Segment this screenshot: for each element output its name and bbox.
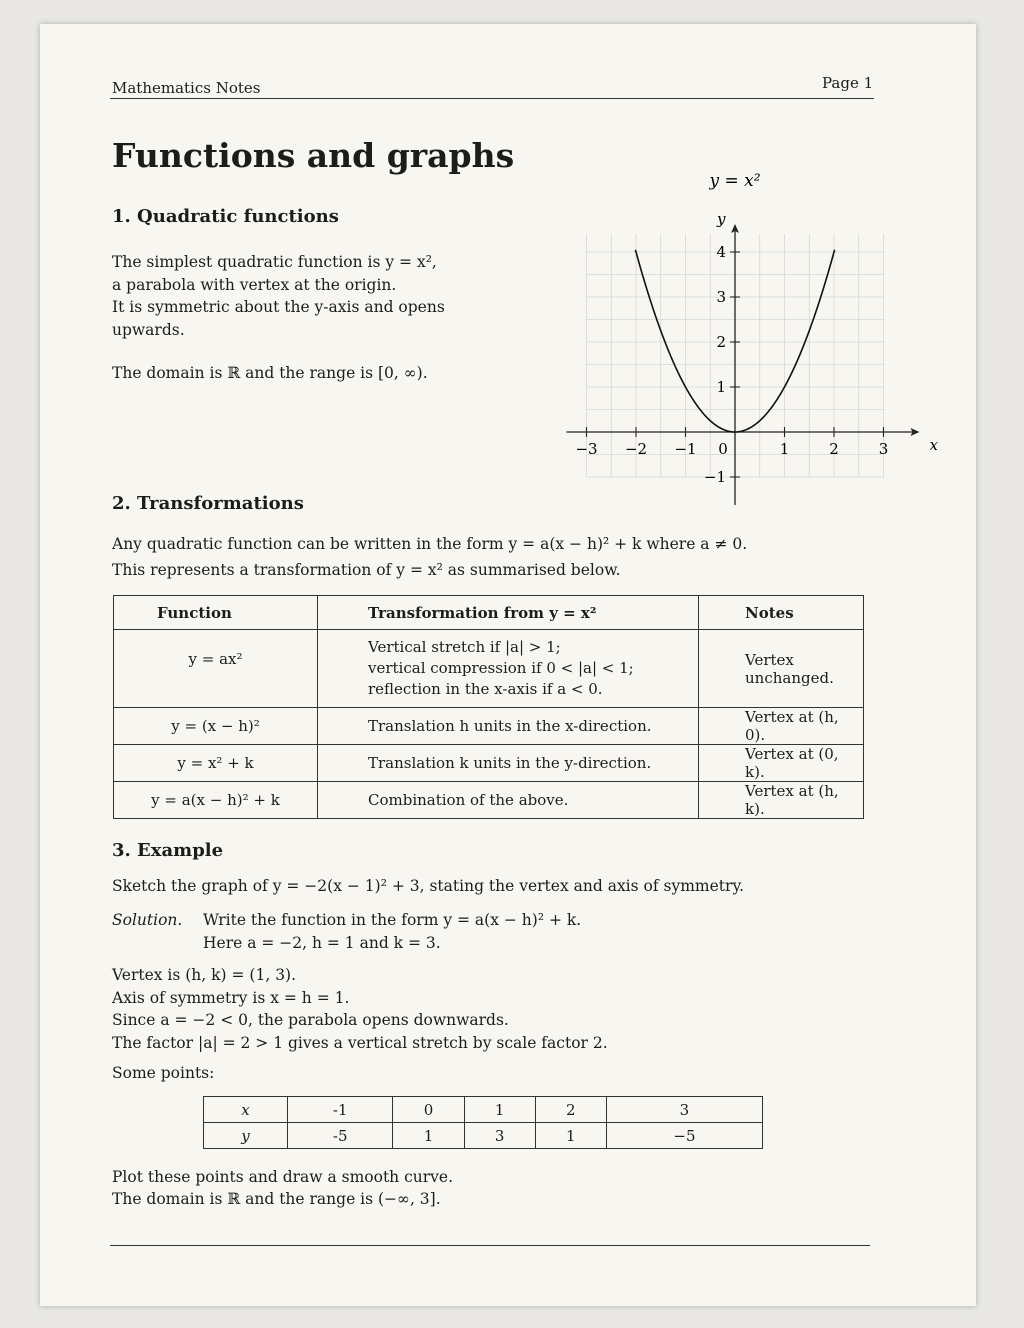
cell-transformation-line: vertical compression if 0 < |a| < 1; xyxy=(368,659,634,677)
table-header-row xyxy=(114,596,864,630)
x-tick-label: 3 xyxy=(878,440,889,458)
fact-line: Axis of symmetry is x = h = 1. xyxy=(112,988,350,1007)
solution-line-2: Here a = −2, h = 1 and k = 3. xyxy=(203,934,441,952)
points-row-x xyxy=(204,1097,763,1123)
y-tick-label: −1 xyxy=(703,468,726,486)
solution-label xyxy=(112,909,182,932)
cell-notes: Vertex unchanged. xyxy=(699,630,864,708)
points-y-cell: −5 xyxy=(606,1123,762,1149)
section-heading-transformations: 2. Transformations xyxy=(112,493,304,514)
points-y-cell: 1 xyxy=(393,1123,464,1149)
solution-label-text: Solution. xyxy=(112,911,183,929)
table-header-notes: Notes xyxy=(699,596,864,630)
x-tick-label: 1 xyxy=(779,440,790,458)
transformations-table xyxy=(113,595,864,819)
page-title: Functions and graphs xyxy=(112,136,515,175)
x-tick-label: 2 xyxy=(829,440,839,458)
cell-transformation: Translation h units in the x-direction. xyxy=(318,708,699,745)
section1-domain: The domain is ℝ and the range is [0, ∞). xyxy=(112,364,428,382)
example-problem: Sketch the graph of y = −2(x − 1)² + 3, stating the vertex and axis of symmetry. xyxy=(112,877,745,895)
section-heading-example: 3. Example xyxy=(112,840,224,861)
page-number: Page 1 xyxy=(822,74,874,92)
cell-notes: Vertex at (h, k). xyxy=(699,782,864,819)
header-left: Mathematics Notes xyxy=(112,79,261,97)
cell-function: y = x² + k xyxy=(114,745,318,782)
graph-title: y = x² xyxy=(709,171,761,191)
cell-notes: Vertex at (h, 0). xyxy=(699,708,864,745)
y-tick-label: 1 xyxy=(716,378,726,396)
section1-line: a parabola with vertex at the origin. xyxy=(112,275,397,294)
points-label: Some points: xyxy=(112,1064,215,1082)
points-y-cell: 1 xyxy=(535,1123,606,1149)
fact-line: Vertex is (h, k) = (1, 3). xyxy=(112,966,297,984)
cell-transformation: Translation k units in the y-direction. xyxy=(318,745,699,782)
points-x-label xyxy=(204,1097,288,1123)
points-row-y xyxy=(204,1123,763,1149)
cell-notes: Vertex at (0, k). xyxy=(699,745,864,782)
section1-paragraph xyxy=(112,251,472,341)
cell-function: y = a(x − h)² + k xyxy=(114,782,318,819)
table-header-function: Function xyxy=(114,596,318,630)
x-tick-label: −2 xyxy=(624,440,648,458)
points-table xyxy=(203,1096,763,1149)
parabola-graph xyxy=(510,136,938,514)
points-x-label-text: x xyxy=(241,1100,250,1119)
cell-transformation-line: Vertical stretch if |a| > 1; xyxy=(368,638,561,656)
closing-line-1: Plot these points and draw a smooth curve. xyxy=(112,1168,454,1186)
points-y-cell: -5 xyxy=(288,1123,393,1149)
x-tick-label: −1 xyxy=(674,440,697,458)
x-tick-label: 0 xyxy=(718,440,728,458)
y-tick-label: 4 xyxy=(716,243,726,261)
points-y-cell: 3 xyxy=(464,1123,535,1149)
points-x-cell: 1 xyxy=(464,1097,535,1123)
points-y-label-text: y xyxy=(241,1126,250,1145)
points-y-label xyxy=(204,1123,288,1149)
y-axis-label: y xyxy=(717,210,726,228)
document-page xyxy=(40,24,976,1306)
y-tick-label: 3 xyxy=(716,288,726,306)
cell-function: y = (x − h)² xyxy=(114,708,318,745)
section-heading-quadratic: 1. Quadratic functions xyxy=(112,206,339,227)
points-x-cell: 2 xyxy=(535,1097,606,1123)
table-row xyxy=(114,708,864,745)
cell-transformation-line: reflection in the x-axis if a < 0. xyxy=(368,680,603,698)
table-row xyxy=(114,782,864,819)
points-x-cell: 3 xyxy=(606,1097,762,1123)
section1-line: The simplest quadratic function is y = x², xyxy=(112,253,437,271)
cell-transformation: Combination of the above. xyxy=(318,782,699,819)
cell-transformation xyxy=(318,630,699,708)
points-x-cell: 0 xyxy=(393,1097,464,1123)
solution-line-1: Write the function in the form y = a(x − h)² + k. xyxy=(203,911,582,929)
header-rule xyxy=(110,98,874,99)
points-x-cell: -1 xyxy=(288,1097,393,1123)
table-header-transformation: Transformation from y = x² xyxy=(318,596,699,630)
section2-line-2: This represents a transformation of y = x² as summarised below. xyxy=(112,561,621,579)
x-tick-label: −3 xyxy=(575,440,598,458)
closing-line-2: The domain is ℝ and the range is (−∞, 3]. xyxy=(112,1190,441,1208)
fact-line: Since a = −2 < 0, the parabola opens downwards. xyxy=(112,1011,509,1029)
section1-line: upwards. xyxy=(112,320,185,339)
table-row xyxy=(114,745,864,782)
y-tick-label: 2 xyxy=(716,333,726,351)
x-axis-label: x xyxy=(929,436,938,454)
fact-line: The factor |a| = 2 > 1 gives a vertical stretch by scale factor 2. xyxy=(112,1033,608,1052)
section1-line: It is symmetric about the y-axis and opens xyxy=(112,298,445,316)
section2-line-1: Any quadratic function can be written in the form y = a(x − h)² + k where a ≠ 0. xyxy=(112,535,748,553)
footer-rule xyxy=(110,1245,870,1246)
example-facts xyxy=(112,964,608,1054)
cell-function: y = ax² xyxy=(114,630,318,708)
table-row xyxy=(114,630,864,708)
